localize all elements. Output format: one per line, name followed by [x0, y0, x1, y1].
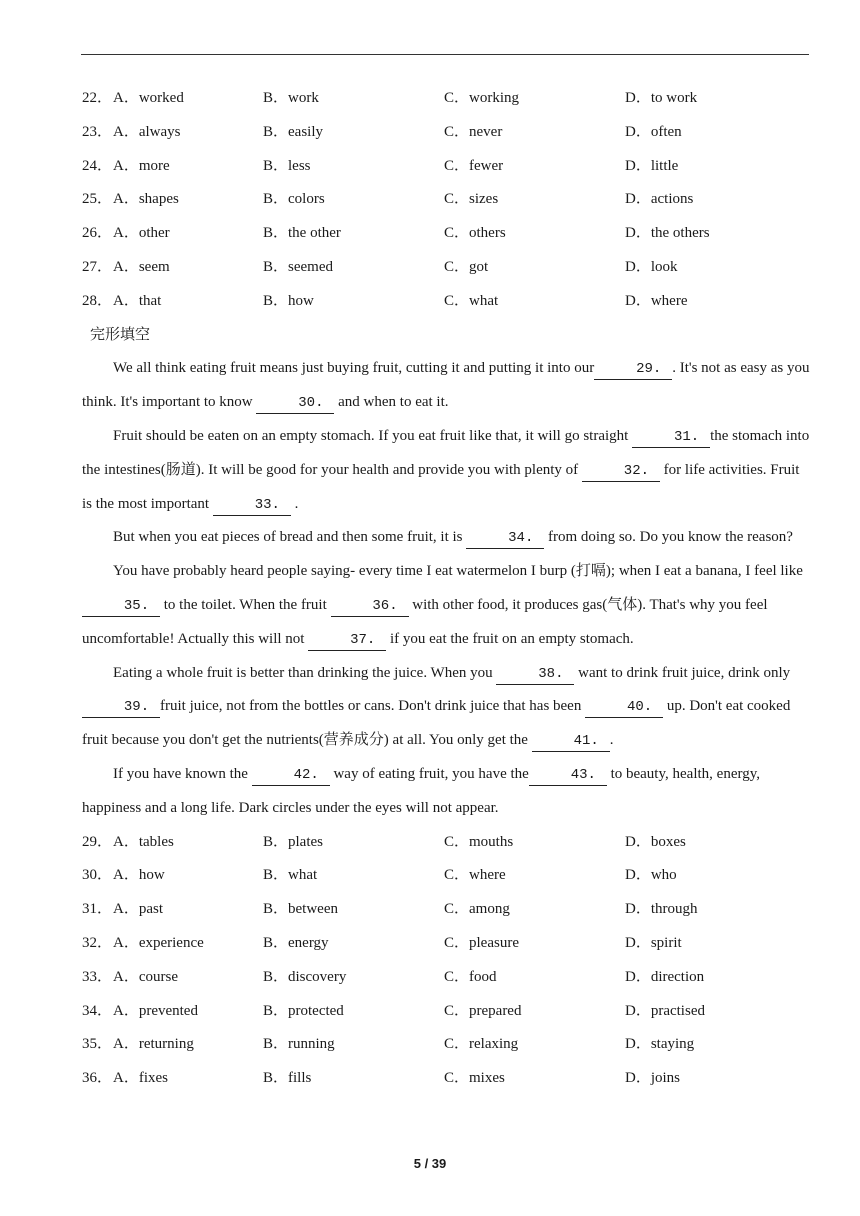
question-row [82, 961, 810, 995]
passage-text: if you eat the fruit on an empty stomach. [386, 630, 634, 647]
question-row [82, 285, 810, 319]
section-title: 完形填空 [90, 326, 151, 343]
question-list-22-28 [82, 82, 810, 319]
question-number: 34． [82, 1002, 113, 1019]
option-d: D．spirit [625, 934, 682, 951]
option-d: D．where [625, 292, 688, 309]
blank-33: 33. [213, 495, 291, 516]
option-d: D．little [625, 157, 679, 174]
question-number: 27． [82, 258, 113, 275]
option-b: B．the other [263, 225, 341, 242]
option-d: D．direction [625, 968, 705, 985]
blank-40: 40. [585, 697, 663, 718]
option-c: C．food [444, 968, 497, 985]
passage-paragraph-5 [82, 657, 810, 758]
passage-text: . [609, 732, 614, 749]
option-d: D．joins [625, 1070, 681, 1087]
option-d: D．practised [625, 1002, 705, 1019]
blank-29: 29. [594, 359, 672, 380]
option-d: D．to work [625, 90, 698, 106]
question-number: 24． [82, 157, 113, 174]
passage-text: to the toilet. When the fruit [160, 596, 331, 613]
option-b: B．less [263, 157, 311, 174]
option-b: B．discovery [263, 968, 347, 985]
question-number: 32． [82, 934, 113, 951]
passage-text: But when you eat pieces of bread and then some fruit, it is [113, 529, 467, 546]
passage-text: up. Don't eat cooked fruit because you don't get the nutrients(营养成分) at all. You only get the [82, 698, 791, 749]
question-number: 30． [82, 867, 113, 884]
option-a: A．tables [113, 833, 174, 850]
option-d: D．through [625, 901, 698, 918]
passage-text: We all think eating fruit means just buying fruit, cutting it and putting it into our [113, 360, 595, 377]
blank-34: 34. [466, 528, 544, 549]
option-a: A．fixes [113, 1070, 168, 1087]
option-c: C．got [444, 258, 489, 275]
blank-38: 38. [496, 664, 574, 685]
option-d: D．boxes [625, 833, 686, 850]
passage-text: for life activities. Fruit is the most important [82, 461, 800, 512]
question-number: 22． [82, 90, 113, 106]
option-a: A．returning [113, 1036, 194, 1053]
blank-32: 32. [582, 461, 660, 482]
option-c: C．mixes [444, 1070, 505, 1087]
blank-31: 31. [632, 427, 710, 448]
header-rule [81, 54, 809, 55]
passage-paragraph-6 [82, 758, 810, 826]
question-row [82, 893, 810, 927]
question-number: 33． [82, 968, 113, 985]
option-a: A．always [113, 123, 181, 140]
option-d: D．staying [625, 1036, 695, 1053]
blank-39: 39. [82, 697, 160, 718]
option-d: D．often [625, 123, 682, 140]
option-c: C．others [444, 225, 506, 242]
option-c: C．relaxing [444, 1036, 519, 1053]
option-c: C．never [444, 123, 503, 140]
cloze-passage [82, 352, 810, 825]
passage-text: You have probably heard people saying- every time I eat watermelon I burp (打嗝); when I eat a banana, I feel like [113, 563, 803, 580]
question-number: 23． [82, 123, 113, 140]
option-d: D．the others [625, 225, 710, 242]
question-row [82, 150, 810, 184]
passage-text: with other food, it produces gas(气体). That's why you feel uncomfortable! Actually this will not [82, 596, 768, 647]
passage-text: fruit juice, not from the bottles or cans. Don't drink juice that has been [160, 698, 586, 715]
blank-42: 42. [252, 765, 330, 786]
passage-paragraph-3 [82, 521, 810, 555]
question-row [82, 1028, 810, 1062]
option-b: B．protected [263, 1002, 344, 1019]
passage-text: Fruit should be eaten on an empty stomach. If you eat fruit like that, it will go straight [113, 427, 633, 444]
page-content [82, 82, 810, 1096]
option-d: D．who [625, 867, 677, 884]
option-b: B．plates [263, 833, 323, 850]
passage-text: from doing so. Do you know the reason? [544, 529, 793, 546]
question-row [82, 251, 810, 285]
question-row [82, 1062, 810, 1096]
passage-text: If you have known the [113, 765, 252, 782]
page-number: 5 / 39 [413, 1156, 447, 1171]
question-list-29-36 [82, 826, 810, 1096]
option-c: C．where [444, 867, 506, 884]
passage-paragraph-2 [82, 420, 810, 521]
option-b: B．work [263, 90, 319, 106]
option-c: C．working [444, 90, 520, 106]
question-number: 28． [82, 292, 113, 309]
option-c: C．fewer [444, 157, 504, 174]
blank-30: 30. [256, 393, 334, 414]
question-row [82, 859, 810, 893]
blank-41: 41. [532, 731, 610, 752]
passage-text: . It's not as easy as you think. It's important to know [82, 360, 810, 411]
option-c: C．pleasure [444, 934, 519, 951]
option-a: A．how [113, 867, 165, 884]
option-b: B．how [263, 292, 314, 309]
option-a: A．prevented [113, 1002, 198, 1019]
question-number: 36． [82, 1070, 113, 1087]
option-b: B．energy [263, 934, 329, 951]
option-a: A．that [113, 292, 162, 309]
question-row [82, 826, 810, 860]
option-c: C．mouths [444, 833, 514, 850]
blank-37: 37. [308, 630, 386, 651]
passage-text: way of eating fruit, you have the [329, 765, 529, 782]
option-c: C．among [444, 901, 510, 918]
option-a: A．shapes [113, 191, 179, 208]
option-d: D．actions [625, 191, 694, 208]
option-b: B．easily [263, 123, 323, 140]
option-c: C．prepared [444, 1002, 522, 1019]
option-a: A．more [113, 157, 170, 174]
question-number: 35． [82, 1036, 113, 1053]
option-a: A．other [113, 225, 170, 242]
question-row [82, 183, 810, 217]
option-a: A．experience [113, 934, 204, 951]
passage-paragraph-4 [82, 555, 810, 656]
passage-paragraph-1 [82, 352, 810, 420]
option-b: B．between [263, 901, 338, 918]
option-b: B．what [263, 867, 318, 884]
passage-text: and when to eat it. [334, 394, 449, 411]
passage-text: the stomach into the intestines(肠道). It will be good for your health and provide you with plenty of [82, 427, 810, 478]
question-row [82, 217, 810, 251]
passage-text: to beauty, health, energy, happiness and a long life. Dark circles under the eyes will not appear. [82, 765, 760, 816]
question-row [82, 927, 810, 961]
option-b: B．running [263, 1036, 335, 1053]
question-row [82, 116, 810, 150]
question-row [82, 82, 810, 116]
option-a: A．past [113, 901, 163, 918]
question-number: 25． [82, 191, 113, 208]
question-row [82, 995, 810, 1029]
option-c: C．sizes [444, 191, 499, 208]
option-b: B．colors [263, 191, 325, 208]
option-d: D．look [625, 258, 678, 275]
option-c: C．what [444, 292, 499, 309]
passage-text: want to drink fruit juice, drink only [574, 664, 791, 681]
option-a: A．course [113, 968, 178, 985]
option-a: A．worked [113, 90, 184, 106]
option-a: A．seem [113, 258, 170, 275]
passage-text: Eating a whole fruit is better than drinking the juice. When you [113, 664, 497, 681]
blank-35: 35. [82, 596, 160, 617]
question-number: 31． [82, 901, 113, 918]
passage-text: . [290, 495, 299, 512]
question-number: 26． [82, 225, 113, 242]
blank-43: 43. [529, 765, 607, 786]
blank-36: 36. [331, 596, 409, 617]
option-b: B．fills [263, 1070, 312, 1087]
question-number: 29． [82, 833, 113, 850]
option-b: B．seemed [263, 258, 333, 275]
